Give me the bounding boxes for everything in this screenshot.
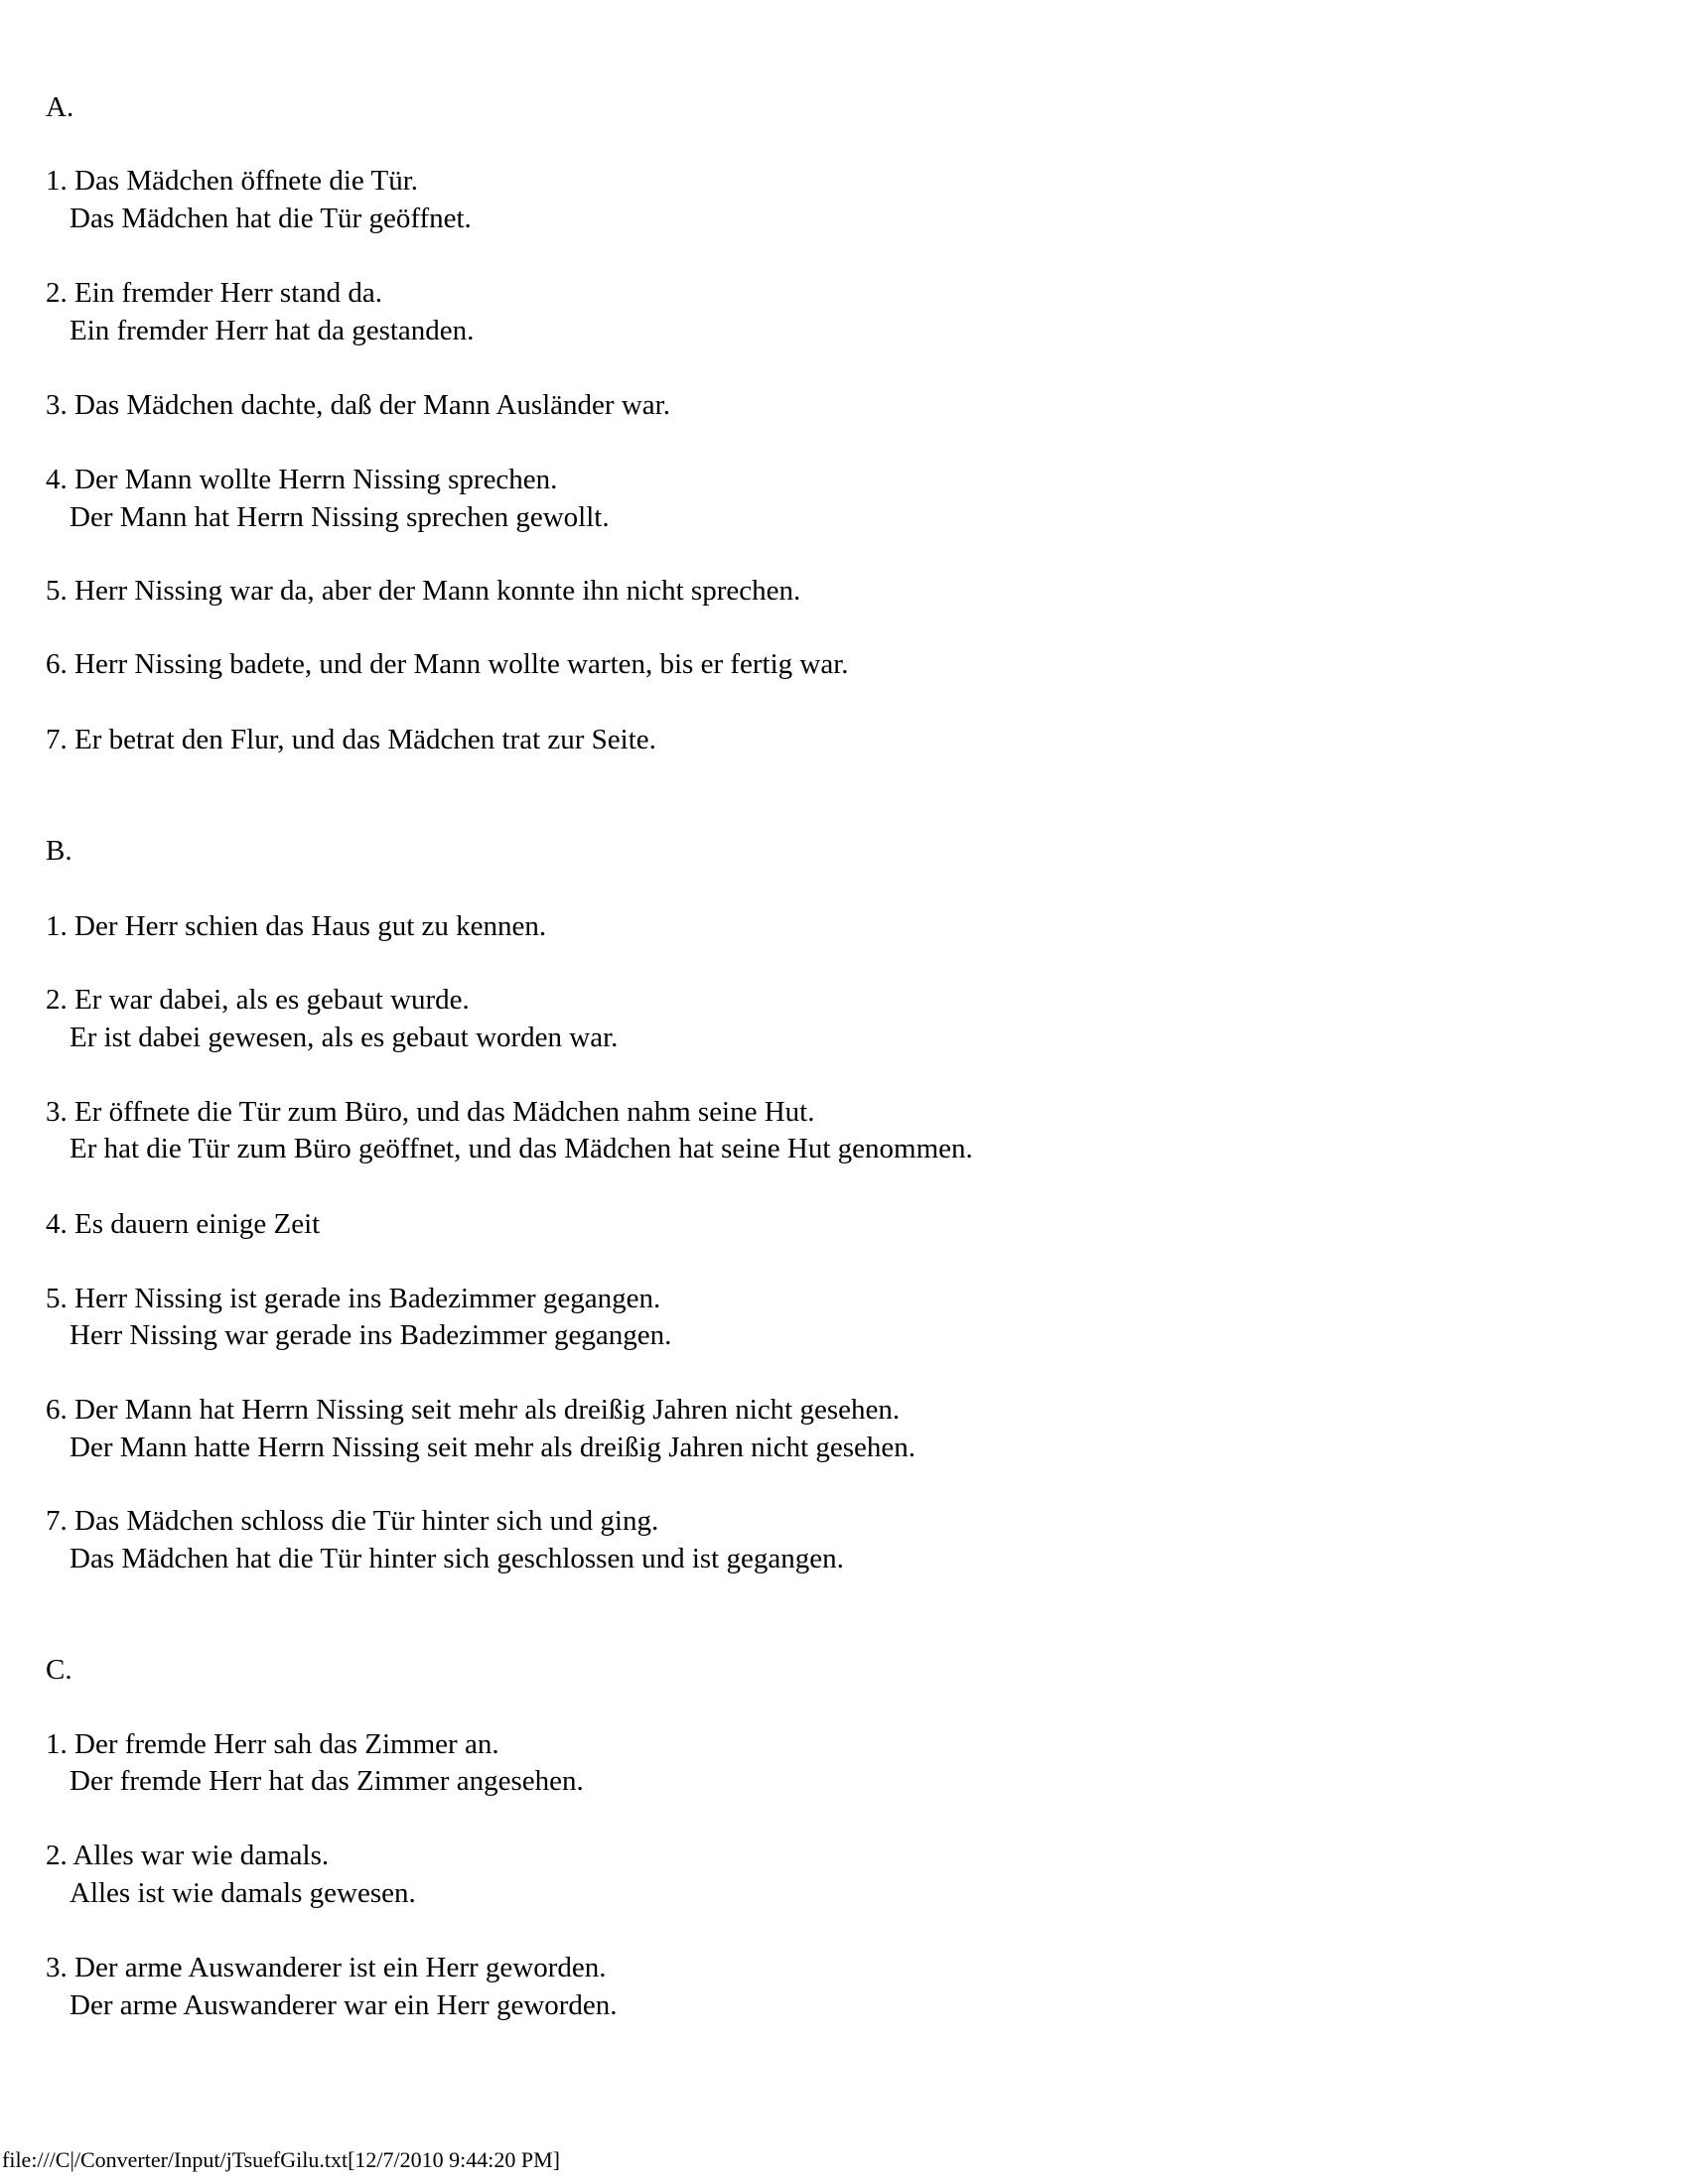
list-item: 7. Das Mädchen schloss die Tür hinter sich und ging. xyxy=(46,1505,659,1537)
list-item-alt: Herr Nissing war gerade ins Badezimmer gegangen. xyxy=(70,1319,672,1351)
list-item: 7. Er betrat den Flur, und das Mädchen trat zur Seite. xyxy=(46,724,656,755)
list-item-alt: Er hat die Tür zum Büro geöffnet, und das Mädchen hat seine Hut genommen. xyxy=(70,1133,973,1164)
list-item: 2. Alles war wie damals. xyxy=(46,1840,330,1871)
list-item-alt: Alles ist wie damals gewesen. xyxy=(70,1877,416,1909)
list-item: 5. Herr Nissing ist gerade ins Badezimmer gegangen. xyxy=(46,1283,661,1314)
list-item: 5. Herr Nissing war da, aber der Mann konnte ihn nicht sprechen. xyxy=(46,575,801,607)
list-item-alt: Das Mädchen hat die Tür hinter sich geschlossen und ist gegangen. xyxy=(70,1543,844,1574)
list-item: 2. Er war dabei, als es gebaut wurde. xyxy=(46,984,470,1016)
list-item-alt: Ein fremder Herr hat da gestanden. xyxy=(70,315,475,346)
list-item: 4. Der Mann wollte Herrn Nissing sprechen. xyxy=(46,464,558,495)
list-item: 2. Ein fremder Herr stand da. xyxy=(46,277,383,309)
list-item: 1. Der fremde Herr sah das Zimmer an. xyxy=(46,1728,499,1760)
list-item: 3. Der arme Auswanderer ist ein Herr geworden. xyxy=(46,1952,607,1983)
page-footer-url: file:///C|/Converter/Input/jTsuefGilu.txt[12/7/2010 9:44:20 PM] xyxy=(2,2147,560,2172)
section-heading: A. xyxy=(46,91,74,123)
list-item: 3. Er öffnete die Tür zum Büro, und das Mädchen nahm seine Hut. xyxy=(46,1096,815,1128)
list-item: 1. Das Mädchen öffnete die Tür. xyxy=(46,165,419,197)
list-item-alt: Der Mann hatte Herrn Nissing seit mehr als dreißig Jahren nicht gesehen. xyxy=(70,1432,916,1463)
list-item: 3. Das Mädchen dachte, daß der Mann Ausländer war. xyxy=(46,389,670,421)
list-item: 4. Es dauern einige Zeit xyxy=(46,1208,321,1240)
list-item: 6. Der Mann hat Herrn Nissing seit mehr als dreißig Jahren nicht gesehen. xyxy=(46,1394,901,1426)
section-heading: B. xyxy=(46,835,72,867)
list-item-alt: Der arme Auswanderer war ein Herr geworden. xyxy=(70,1989,618,2021)
list-item: 6. Herr Nissing badete, und der Mann wollte warten, bis er fertig war. xyxy=(46,648,849,680)
list-item: 1. Der Herr schien das Haus gut zu kennen. xyxy=(46,910,547,942)
list-item-alt: Der Mann hat Herrn Nissing sprechen gewollt. xyxy=(70,501,610,533)
list-item-alt: Er ist dabei gewesen, als es gebaut worden war. xyxy=(70,1022,619,1053)
list-item-alt: Das Mädchen hat die Tür geöffnet. xyxy=(70,203,472,234)
list-item-alt: Der fremde Herr hat das Zimmer angesehen. xyxy=(70,1765,584,1797)
section-heading: C. xyxy=(46,1654,72,1686)
